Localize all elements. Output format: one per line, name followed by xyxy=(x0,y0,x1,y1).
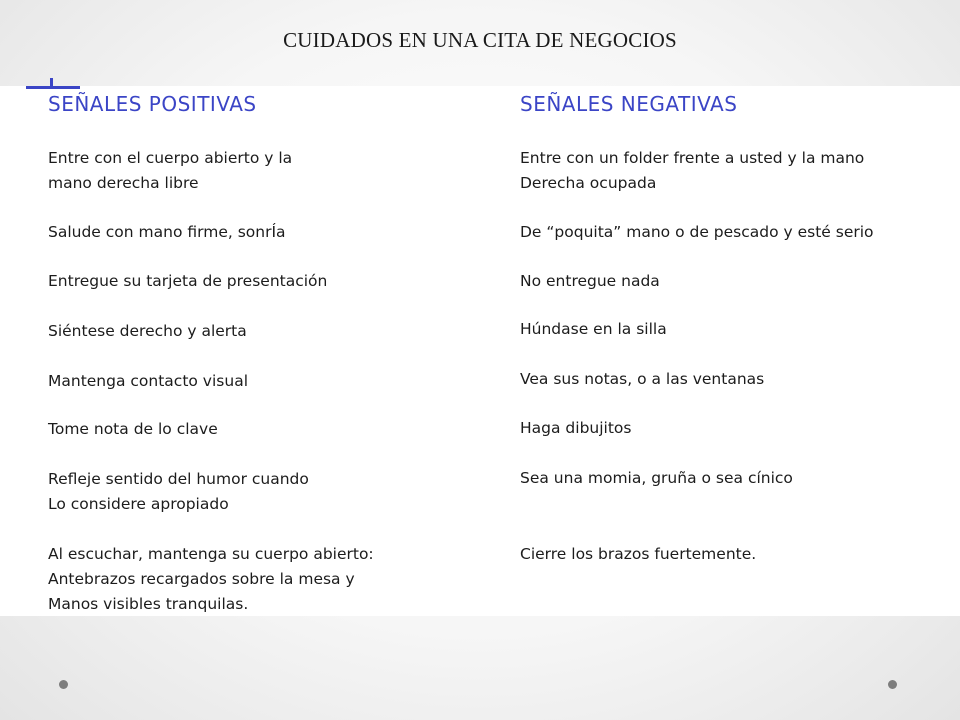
positive-item-1-line-1: Entre con el cuerpo abierto y la xyxy=(48,149,293,167)
positive-item-8-line-3: Manos visibles tranquilas. xyxy=(48,595,249,613)
positive-item-7 xyxy=(48,467,309,517)
negative-item-1-line-1: Entre con un folder frente a usted y la mano xyxy=(520,149,865,167)
negative-item-8 xyxy=(520,542,756,567)
negative-item-6-line-1: Haga dibujitos xyxy=(520,419,632,437)
content-panel xyxy=(0,86,960,616)
positive-item-7-line-2: Lo considere apropiado xyxy=(48,495,229,513)
negative-item-4 xyxy=(520,317,667,342)
negative-item-1-line-2: Derecha ocupada xyxy=(520,174,657,192)
negative-item-4-line-1: Húndase en la silla xyxy=(520,320,667,338)
positive-item-1 xyxy=(48,146,292,196)
negative-item-5-line-1: Vea sus notas, o a las ventanas xyxy=(520,370,765,388)
negative-item-7 xyxy=(520,466,793,491)
positive-item-3-line-1: Entregue su tarjeta de presentación xyxy=(48,272,328,290)
positive-item-6-line-1: Tome nota de lo clave xyxy=(48,420,218,438)
negative-item-6 xyxy=(520,416,631,441)
negative-signals-heading: SEÑALES NEGATIVAS xyxy=(520,92,738,116)
negative-item-5 xyxy=(520,367,764,392)
positive-item-5-line-1: Mantenga contacto visual xyxy=(48,372,248,390)
negative-item-2 xyxy=(520,220,874,245)
positive-item-3 xyxy=(48,269,327,294)
positive-item-7-line-1: Refleje sentido del humor cuando xyxy=(48,470,309,488)
negative-item-2-line-1: De “poquita” mano o de pescado y esté serio xyxy=(520,223,874,241)
slide-title: CUIDADOS EN UNA CITA DE NEGOCIOS xyxy=(283,28,677,52)
decorative-dot-left xyxy=(59,680,68,689)
positive-item-1-line-2: mano derecha libre xyxy=(48,174,199,192)
positive-item-8-line-2: Antebrazos recargados sobre la mesa y xyxy=(48,570,355,588)
positive-item-4-line-1: Siéntese derecho y alerta xyxy=(48,322,247,340)
negative-item-8-line-1: Cierre los brazos fuertemente. xyxy=(520,545,757,563)
positive-item-4 xyxy=(48,319,247,344)
positive-item-5 xyxy=(48,369,248,394)
positive-item-6 xyxy=(48,417,218,442)
decorative-dot-right xyxy=(888,680,897,689)
decorative-rule-stem xyxy=(50,78,53,88)
negative-item-3 xyxy=(520,269,660,294)
positive-item-8-line-1: Al escuchar, mantenga su cuerpo abierto: xyxy=(48,545,374,563)
decorative-rule xyxy=(26,86,80,89)
negative-item-7-line-1: Sea una momia, gruña o sea cínico xyxy=(520,469,793,487)
negative-item-3-line-1: No entregue nada xyxy=(520,272,660,290)
positive-signals-heading: SEÑALES POSITIVAS xyxy=(48,92,257,116)
positive-item-8 xyxy=(48,542,374,617)
negative-item-1 xyxy=(520,146,864,196)
positive-item-2-line-1: Salude con mano firme, sonrÍa xyxy=(48,223,286,241)
positive-item-2 xyxy=(48,220,286,245)
